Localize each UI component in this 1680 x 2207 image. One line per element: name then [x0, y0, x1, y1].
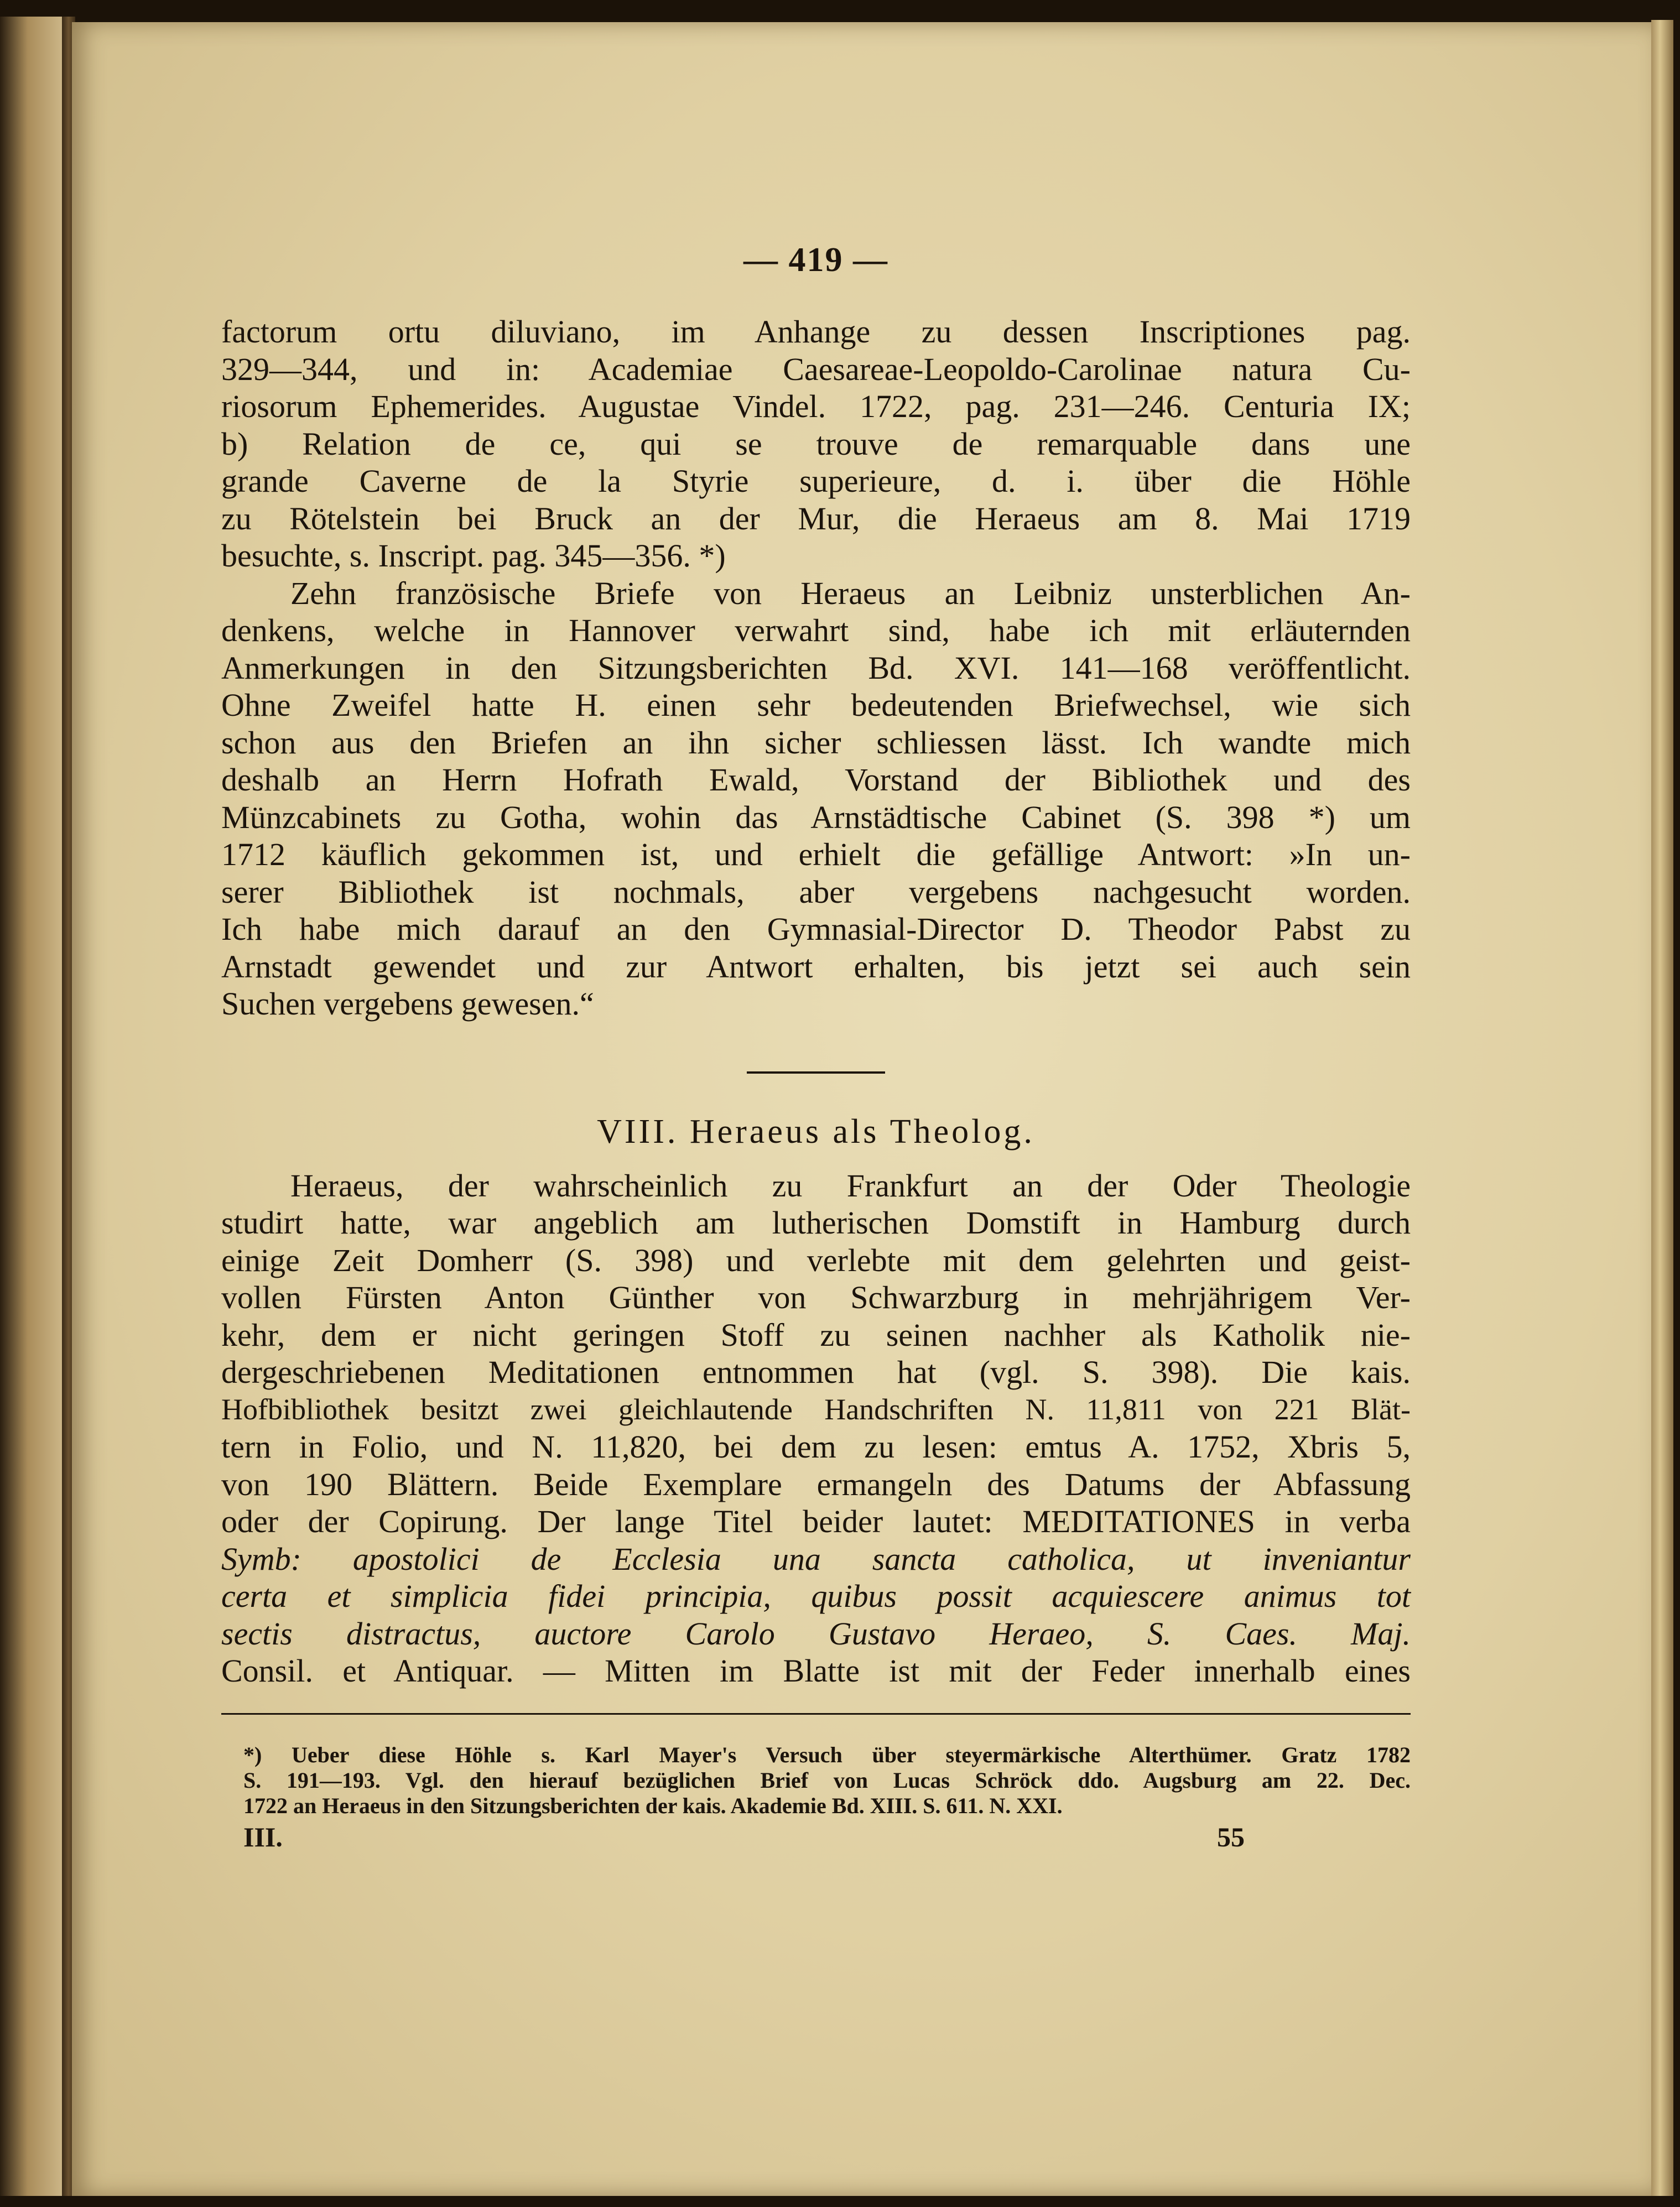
page-footer	[221, 1821, 1411, 1853]
text-line: grande Caverne de la Styrie superieure, d. i. über die Höhle	[221, 463, 1411, 499]
text-line: Suchen vergebens gewesen.“	[221, 986, 594, 1022]
signature-mark: 55	[1217, 1821, 1245, 1852]
footnote-rule	[221, 1713, 1411, 1715]
text-line: Consil. et Antiquar. — Mitten im Blatte ist mit der Feder innerhalb eines	[221, 1653, 1411, 1689]
text-line: Symb: apostolici de Ecclesia una sancta catholica, ut inveniantur	[221, 1540, 1411, 1577]
text-line: b) Relation de ce, qui se trouve de remarquable dans une	[221, 425, 1411, 462]
text-line: riosorum Ephemerides. Augustae Vindel. 1722, pag. 231—246. Centuria IX;	[221, 388, 1411, 424]
text-line: Ohne Zweifel hatte H. einen sehr bedeutenden Briefwechsel, wie sich	[221, 687, 1411, 723]
text-line: Münzcabinets zu Gotha, wohin das Arnstädtische Cabinet (S. 398 *) um	[221, 799, 1411, 835]
text-line: Heraeus, der wahrscheinlich zu Frankfurt an der Oder Theologie	[290, 1167, 1411, 1204]
page-text-block	[221, 241, 1411, 1853]
footnote-line: S. 191—193. Vgl. den hierauf bezüglichen Brief von Lucas Schröck ddo. Augsburg am 22. Dec.	[243, 1767, 1411, 1793]
text-line: oder der Copirung. Der lange Titel beider lautet: MEDITATIONES in verba	[221, 1503, 1411, 1539]
text-line: schon aus den Briefen an ihn sicher schliessen lässt. Ich wandte mich	[221, 724, 1411, 761]
text-line: serer Bibliothek ist nochmals, aber vergebens nachgesucht worden.	[221, 873, 1411, 910]
footnote-line: 1722 an Heraeus in den Sitzungsberichten der kais. Akademie Bd. XIII. S. 611. N. XXI.	[243, 1793, 1063, 1818]
text-line: sectis distractus, auctore Carolo Gustavo Heraeo, S. Caes. Maj.	[221, 1615, 1411, 1652]
text-line: zu Rötelstein bei Bruck an der Mur, die Heraeus am 8. Mai 1719	[221, 500, 1411, 537]
text-line: studirt hatte, war angeblich am lutherischen Domstift in Hamburg durch	[221, 1205, 1411, 1241]
paragraph-1	[221, 313, 1411, 575]
text-line: Arnstadt gewendet und zur Antwort erhalten, bis jetzt sei auch sein	[221, 948, 1411, 985]
text-line: denkens, welche in Hannover verwahrt sind, habe ich mit erläuternden	[221, 612, 1411, 648]
page-number: — 419 —	[743, 241, 888, 279]
section-heading: VIII. Heraeus als Theolog.	[597, 1112, 1035, 1151]
section-divider	[747, 1071, 885, 1074]
text-line: 1712 käuflich gekommen ist, und erhielt die gefällige Antwort: »In un-	[221, 836, 1411, 872]
text-line: tern in Folio, und N. 11,820, bei dem zu lesen: emtus A. 1752, Xbris 5,	[221, 1429, 1411, 1465]
page-edge-strip	[1651, 20, 1673, 2196]
paragraph-2	[221, 575, 1411, 1023]
text-line: deshalb an Herrn Hofrath Ewald, Vorstand der Bibliothek und des	[221, 762, 1411, 798]
text-line: certa et simplicia fidei principia, quibus possit acquiescere animus tot	[221, 1578, 1411, 1614]
text-line: vollen Fürsten Anton Günther von Schwarzburg in mehrjährigem Ver-	[221, 1279, 1411, 1315]
text-line: Zehn französische Briefe von Heraeus an Leibniz unsterblichen An-	[290, 575, 1411, 611]
text-line: einige Zeit Domherr (S. 398) und verlebte mit dem gelehrten und geist-	[221, 1242, 1411, 1278]
footnote-line: *) Ueber diese Höhle s. Karl Mayer's Versuch über steyermärkische Alterthümer. Gratz 1782	[243, 1742, 1411, 1767]
footnote	[221, 1742, 1411, 1819]
text-line: Anmerkungen in den Sitzungsberichten Bd. XVI. 141—168 veröffentlicht.	[221, 649, 1411, 686]
paragraph-3	[221, 1167, 1411, 1690]
text-line: 329—344, und in: Academiae Caesareae-Leopoldo-Carolinae natura Cu-	[221, 351, 1411, 387]
text-line: factorum ortu diluviano, im Anhange zu dessen Inscriptiones pag.	[221, 314, 1411, 350]
text-line: Ich habe mich darauf an den Gymnasial-Director D. Theodor Pabst zu	[221, 911, 1411, 947]
text-line: Hofbibliothek besitzt zwei gleichlautende Handschriften N. 11,811 von 221 Blät-	[221, 1392, 1411, 1426]
text-line: kehr, dem er nicht geringen Stoff zu seinen nachher als Katholik nie-	[221, 1316, 1411, 1353]
text-line: von 190 Blättern. Beide Exemplare ermangeln des Datums der Abfassung	[221, 1466, 1411, 1502]
text-line: besuchte, s. Inscript. pag. 345—356. *)	[221, 538, 726, 574]
volume-mark: III.	[243, 1821, 283, 1852]
text-line: dergeschriebenen Meditationen entnommen hat (vgl. S. 398). Die kais.	[221, 1354, 1411, 1390]
facing-page-edge	[0, 17, 69, 2196]
